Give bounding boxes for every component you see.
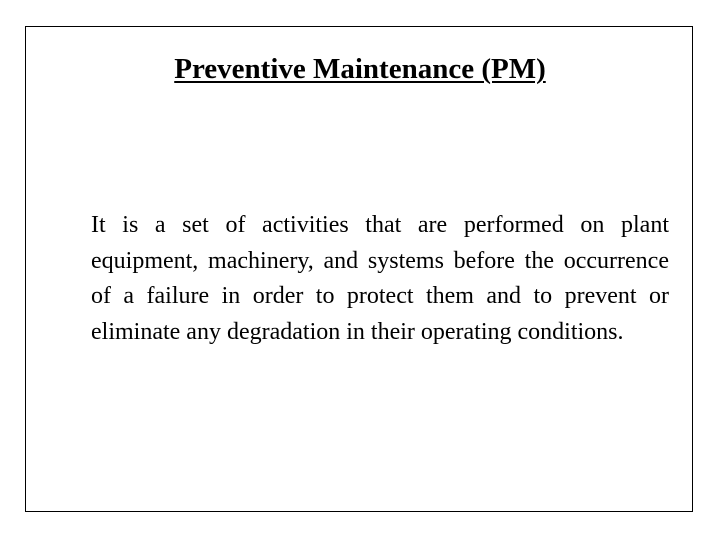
slide-title-text: Preventive Maintenance (PM) [174, 53, 546, 85]
slide-title [0, 50, 720, 88]
slide-body-text: It is a set of activities that are performed on plant equipment, machinery, and systems before the occurrence of a failure in order to protect them and to prevent or eliminate any degradation in their operating conditions. [91, 212, 669, 345]
